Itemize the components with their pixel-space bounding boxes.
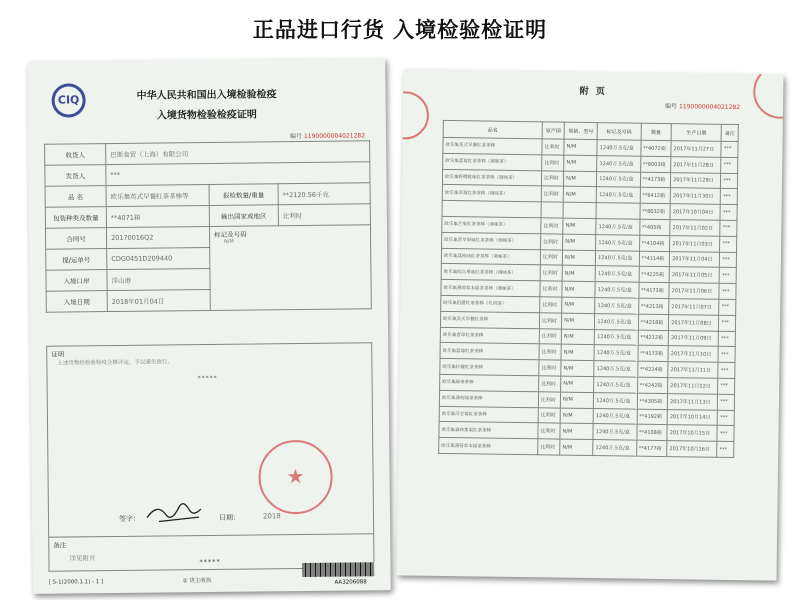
handwritten-signature xyxy=(47,343,375,538)
seal-left-edge xyxy=(396,91,429,140)
col-production-date: 生产日期 xyxy=(671,124,721,142)
table-row xyxy=(45,225,370,249)
table-cell: 欧乐集蓝莓红茶茶棒 xyxy=(440,343,539,360)
table-cell: 欧乐集综合果味红茶茶棒（调味茶） xyxy=(441,264,540,281)
table-cell: **4192箱 xyxy=(637,409,668,425)
table-cell: *** xyxy=(718,362,735,378)
barcode-number: AA3206088 xyxy=(334,579,367,586)
table-cell: **4072箱 xyxy=(640,140,671,156)
certificate-table xyxy=(44,140,372,312)
table-cell: **4224箱 xyxy=(637,361,668,377)
appendix-table xyxy=(438,120,739,458)
table-cell: *** xyxy=(718,347,735,363)
table-cell: *** xyxy=(721,173,738,189)
table-cell: N/M xyxy=(562,313,595,329)
table-cell: 欧乐集草莓红茶茶棒（调味茶） xyxy=(442,185,541,202)
table-cell: 2017年11月04日 xyxy=(669,251,719,267)
table-cell: 2017年11月07日 xyxy=(669,299,719,315)
table-cell: *** xyxy=(720,220,737,236)
table-cell: 欧乐集柠檬红茶茶棒 xyxy=(440,359,539,376)
table-cell: *** xyxy=(720,252,737,268)
consignor-value: *** xyxy=(106,162,370,186)
table-cell: N/M xyxy=(561,360,594,376)
remarks-stars: ***** xyxy=(199,557,221,567)
table-cell: *** xyxy=(719,315,736,331)
number-value: 1190000004021282 xyxy=(678,103,741,112)
table-cell xyxy=(596,203,639,219)
table-cell: 2017年10月04日 xyxy=(670,204,720,220)
table-cell: 1240万.5克/盒 xyxy=(595,298,638,314)
table-cell: **4108箱 xyxy=(636,425,667,441)
table-cell: **4218箱 xyxy=(638,314,669,330)
port-value: 洋山港 xyxy=(107,268,210,290)
table-cell: N/M xyxy=(562,265,595,281)
number-label: 编号 xyxy=(289,133,303,141)
table-cell: 1240万.5克/盒 xyxy=(594,361,637,377)
table-cell: *** xyxy=(717,441,734,457)
table-cell: 2017年11月28日 xyxy=(671,156,721,172)
consignor-label: 发货人 xyxy=(45,165,106,187)
table-cell: **4213箱 xyxy=(638,298,669,314)
table-cell: 2017年11月11日 xyxy=(668,362,718,378)
table-cell: 比利时 xyxy=(540,297,562,313)
table-cell: N/M xyxy=(564,155,597,171)
appendix-title: 附 页 xyxy=(579,86,607,98)
table-cell: 比利时 xyxy=(542,139,564,155)
col-quantity: 数量 xyxy=(641,123,672,140)
table-cell: N/M xyxy=(562,281,595,297)
table-cell: N/M xyxy=(561,344,594,360)
table-cell: 1240万.5克/盒 xyxy=(596,219,639,235)
table-cell: 欧乐集伯爵红茶茶棒（代用茶） xyxy=(441,295,540,312)
bill-label: 提/运单号 xyxy=(46,249,107,271)
table-cell: **4173箱 xyxy=(640,172,671,188)
table-cell: N/M xyxy=(564,171,597,187)
contract-value: 20170016Q2 xyxy=(106,226,209,248)
table-cell: 2017年11月05日 xyxy=(669,267,719,283)
page-banner: 正品进口行货 入境检验检证明 xyxy=(252,18,548,42)
table-cell xyxy=(541,202,563,218)
table-cell: 2017年10月15日 xyxy=(667,425,717,441)
table-cell: 比利时 xyxy=(541,234,563,250)
table-cell: 欧乐集英式早餐红茶棒 xyxy=(440,311,539,328)
table-cell: 2017年10月14日 xyxy=(667,409,717,425)
table-cell: 2017年11月30日 xyxy=(670,188,720,204)
form-code: [ 5-1(2000.1.1) - 1 ] xyxy=(48,579,104,586)
table-cell xyxy=(442,201,541,218)
number-value: 1190000004021282 xyxy=(303,132,366,140)
table-cell: *** xyxy=(718,394,735,410)
table-cell: **4104箱 xyxy=(639,235,670,251)
statement-label: 证明 xyxy=(51,350,65,359)
official-seal: ★ xyxy=(258,440,333,515)
table-cell: *** xyxy=(717,410,734,426)
table-cell: **4305箱 xyxy=(637,393,668,409)
date-value: 2018 xyxy=(262,512,281,521)
table-cell: 1240万.5克/盒 xyxy=(594,345,637,361)
table-cell xyxy=(563,202,596,218)
col-spec: 规格、型号 xyxy=(564,122,597,139)
table-cell: 比利时 xyxy=(540,281,562,297)
table-cell: N/M xyxy=(563,218,596,234)
contract-label: 合同号 xyxy=(45,228,106,250)
table-cell: 比利时 xyxy=(538,439,560,455)
table-cell: 欧乐集香草红茶茶棒 xyxy=(440,327,539,344)
number-label: 编号 xyxy=(665,103,678,111)
table-cell: 比利时 xyxy=(539,313,561,329)
table-cell: 1240万.5克/盒 xyxy=(594,392,637,408)
statement-stars: ***** xyxy=(197,374,218,383)
table-cell: **4225箱 xyxy=(639,267,670,283)
table-cell: *** xyxy=(717,426,734,442)
table-cell: 比利时 xyxy=(539,328,561,344)
table-cell: **4173箱 xyxy=(638,282,669,298)
table-cell: 1240万.5克/盒 xyxy=(593,408,636,424)
table-cell: 1240万.5克/盒 xyxy=(596,234,639,250)
table-cell: **4173箱 xyxy=(638,346,669,362)
table-cell: 比利时 xyxy=(541,170,563,186)
certificate-title: 入境货物检验检疫证明 xyxy=(156,109,257,122)
bill-value: CDG0451D209440 xyxy=(107,247,210,269)
table-cell: *** xyxy=(721,157,738,173)
table-cell: *** xyxy=(721,189,738,205)
table-cell: 2017年11月09日 xyxy=(668,330,718,346)
quantity-value: **2120.56千克 xyxy=(278,183,370,205)
origin-value: 比利时 xyxy=(278,204,370,226)
table-cell: 1240万.5克/盒 xyxy=(594,377,637,393)
table-cell: 2017年11月12日 xyxy=(668,378,718,394)
ciq-logo: CIQ xyxy=(51,83,85,117)
table-cell: 2017年11月03日 xyxy=(670,235,720,251)
table-cell: 1240万.5克/盒 xyxy=(596,187,639,203)
marks-cell xyxy=(209,225,371,311)
table-cell: **6412箱 xyxy=(640,188,671,204)
table-cell: N/M xyxy=(560,408,593,424)
table-cell: 欧乐集英式早餐红茶茶棒 xyxy=(443,137,542,154)
col-marks: 标记及号码 xyxy=(597,123,641,141)
table-cell: 欧乐集蓝莓红茶茶棒（调味茶） xyxy=(443,153,542,170)
statement-text: 上述货物经检验检疫合格评定，予以通关放行。 xyxy=(57,359,173,367)
barcode xyxy=(302,562,374,577)
table-cell: 欧乐集薄荷草本绿茶茶棒（调味茶） xyxy=(441,280,540,297)
table-cell: 2017年11月06日 xyxy=(669,283,719,299)
table-cell: 1240万.5克/盒 xyxy=(597,155,640,171)
col-origin: 原产国 xyxy=(542,122,564,139)
seal-right-edge xyxy=(753,69,784,119)
table-cell: N/M xyxy=(564,139,597,155)
remarks-text: 详见附页 xyxy=(69,554,96,563)
table-cell: 2017年11月13日 xyxy=(668,393,718,409)
quantity-label: 报检数量/重量 xyxy=(209,184,278,206)
inspection-certificate xyxy=(27,58,391,594)
table-cell: 2017年11月02日 xyxy=(670,220,720,236)
table-cell: *** xyxy=(720,236,737,252)
table-cell: **4212箱 xyxy=(638,330,669,346)
table-cell: 2017年11月08日 xyxy=(669,314,719,330)
statement-box xyxy=(46,342,374,537)
table-cell: 欧乐集芒果红茶茶棒（调味茶） xyxy=(442,216,541,233)
table-cell: 比利时 xyxy=(540,249,562,265)
table-cell: 欧乐集荔枝味红茶茶棒（调味茶） xyxy=(441,248,540,265)
port-label: 入境口岸 xyxy=(46,270,107,292)
entry-date-value: 2018年01月04日 xyxy=(107,289,210,311)
table-cell: 比利时 xyxy=(541,218,563,234)
entry-date-label: 入境日期 xyxy=(46,291,107,313)
origin-label: 输出国家或地区 xyxy=(209,205,278,227)
table-cell: **405箱 xyxy=(639,219,670,235)
table-cell: 欧乐集薄荷草本绿茶茶棒 xyxy=(439,438,538,455)
table-cell: **8032箱 xyxy=(640,203,671,219)
table-cell: 1240万.5克/盒 xyxy=(597,171,640,187)
table-cell: 2017年10月16日 xyxy=(667,441,717,457)
authority-title: 中华人民共和国出入境检验检疫 xyxy=(136,89,277,102)
table-cell: 比利时 xyxy=(539,376,561,392)
signature-label: 签字： xyxy=(118,514,141,523)
table-cell: **4177箱 xyxy=(636,440,667,456)
table-cell: 1240万.5克/盒 xyxy=(593,424,636,440)
table-cell: 欧乐集森林浆果红茶茶棒 xyxy=(439,422,538,439)
table-cell: 比利时 xyxy=(539,360,561,376)
consignee-label: 收货人 xyxy=(45,144,106,166)
table-cell: 比利时 xyxy=(540,265,562,281)
table-cell: 比利时 xyxy=(542,155,564,171)
table-cell: *** xyxy=(719,268,736,284)
table-cell: **4114箱 xyxy=(639,251,670,267)
table-cell: N/M xyxy=(563,234,596,250)
table-cell: 欧乐集薄荷绿茶茶棒 xyxy=(439,390,538,407)
table-cell: **4242箱 xyxy=(637,377,668,393)
table-cell: *** xyxy=(719,331,736,347)
table-cell: 比利时 xyxy=(539,344,561,360)
marks-label: 标记及号码 xyxy=(214,230,247,239)
table-cell: *** xyxy=(718,378,735,394)
table-cell: N/M xyxy=(562,250,595,266)
table-cell: 2017年11月10日 xyxy=(668,346,718,362)
table-cell: 1240万.5克/盒 xyxy=(593,440,636,456)
table-cell: 1240万.5克/盒 xyxy=(595,313,638,329)
table-cell: N/M xyxy=(561,329,594,345)
col-product: 品名 xyxy=(443,120,542,138)
product-label: 品 名 xyxy=(45,186,106,208)
table-cell: 2017年11月27日 xyxy=(671,141,721,157)
table-cell: 比利时 xyxy=(538,392,560,408)
col-remarks: 备注 xyxy=(721,124,738,141)
table-cell: N/M xyxy=(561,376,594,392)
table-cell: *** xyxy=(721,141,738,157)
table-cell: 欧乐集野樱桃味红茶茶棒（调味茶） xyxy=(442,169,541,186)
table-cell: N/M xyxy=(562,297,595,313)
table-cell: N/M xyxy=(560,439,593,455)
table-cell: N/M xyxy=(560,392,593,408)
table-cell: 1240万.5克/盒 xyxy=(595,282,638,298)
table-cell: 1240万.5克/盒 xyxy=(596,250,639,266)
table-cell: 比利时 xyxy=(541,186,563,202)
table-cell: 欧乐集洋甘菊红茶茶棒 xyxy=(439,406,538,423)
table-cell: 1240万.5克/盒 xyxy=(594,329,637,345)
table-row xyxy=(439,438,734,458)
appendix-page xyxy=(396,69,783,580)
table-cell: *** xyxy=(720,204,737,220)
date-label: 日期： xyxy=(218,513,241,522)
holder-copy-label: ① 货主收执 xyxy=(182,577,212,585)
table-cell: N/M xyxy=(560,423,593,439)
table-cell: 1240万.5克/盒 xyxy=(595,266,638,282)
remarks-label: 备注 xyxy=(53,541,67,550)
table-cell: 比利时 xyxy=(538,423,560,439)
appendix-rows xyxy=(439,137,738,457)
package-label: 包装种类及数量 xyxy=(45,207,106,229)
appendix-number xyxy=(665,101,740,111)
table-cell: *** xyxy=(719,283,736,299)
table-cell: *** xyxy=(719,299,736,315)
table-cell: 1240万.5克/盒 xyxy=(597,140,640,156)
package-value: **4071箱 xyxy=(106,205,209,227)
table-cell: N/M xyxy=(563,187,596,203)
table-cell: 比利时 xyxy=(538,407,560,423)
certificate-number xyxy=(290,130,365,140)
marks-value: N/M xyxy=(224,238,234,245)
consignee-value: 巴斯食贸（上海）有限公司 xyxy=(106,141,370,165)
table-cell: 2017年11月29日 xyxy=(671,172,721,188)
product-value: 欧乐集英式早餐红茶茶棒等 xyxy=(106,184,209,206)
table-cell: 欧乐集绿茶茶棒 xyxy=(440,374,539,391)
table-cell: 欧乐集青苹果味红茶茶棒（调味茶） xyxy=(442,232,541,249)
table-cell: **8003箱 xyxy=(640,156,671,172)
